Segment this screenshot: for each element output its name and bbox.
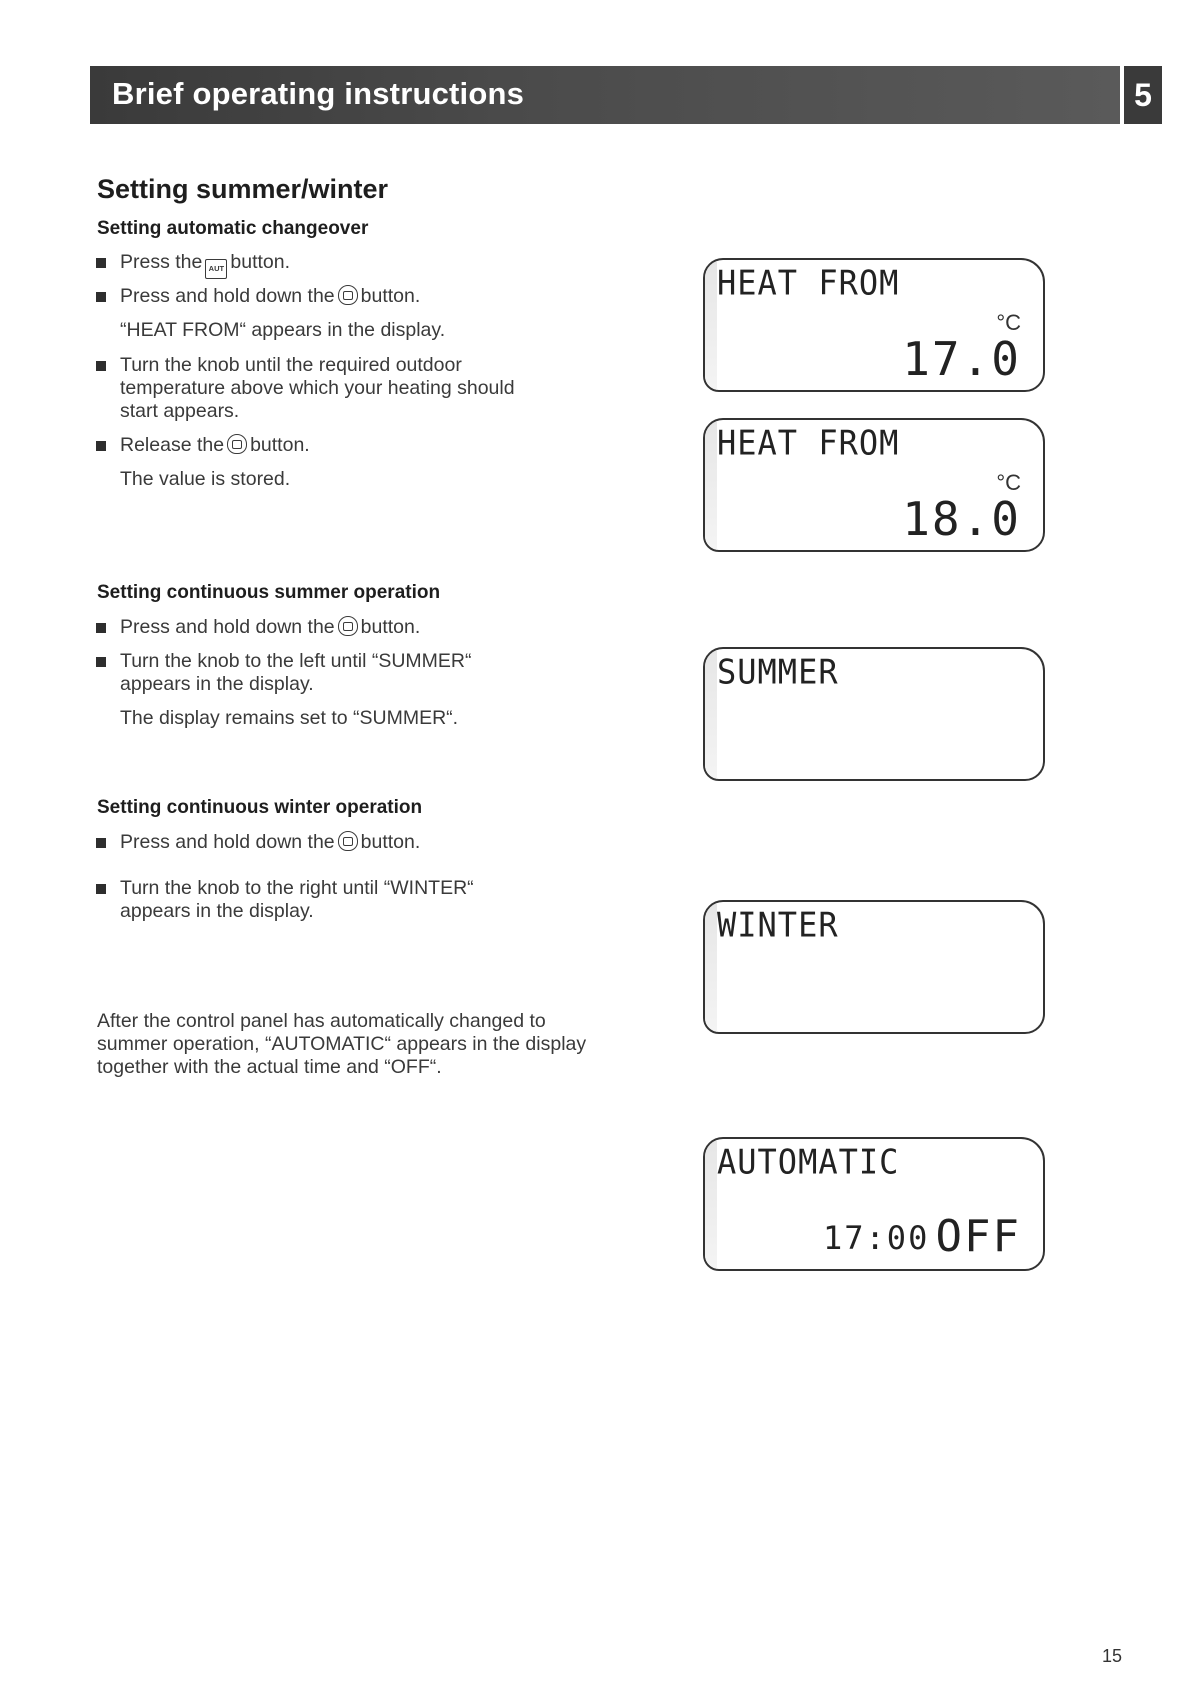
info-button-icon	[338, 831, 358, 851]
section-title: Setting summer/winter	[97, 174, 389, 204]
lcd-unit: °C	[996, 470, 1021, 495]
lcd-status: OFF	[935, 1211, 1021, 1262]
auto-step-2: Press and hold down the button.	[120, 285, 421, 307]
lcd-display-automatic	[703, 1137, 1045, 1271]
bullet-icon	[96, 292, 106, 302]
winter-step-1: Press and hold down the button.	[120, 831, 421, 853]
summer-step-2-line-1: Turn the knob to the left until “SUMMER“	[120, 650, 472, 672]
lcd-display-heat-from-18	[703, 418, 1045, 552]
winter-step-2-line-1: Turn the knob to the right until “WINTER“	[120, 877, 474, 899]
bullet-icon	[96, 258, 106, 268]
aut-button-icon: AUT	[205, 259, 227, 279]
summer-step-1: Press and hold down the button.	[120, 616, 421, 638]
auto-step-3-line-1: Turn the knob until the required outdoor	[120, 354, 462, 376]
bullet-icon	[96, 441, 106, 451]
lcd-label: HEAT FROM	[717, 423, 900, 463]
lcd-display-heat-from-17	[703, 258, 1045, 392]
bullet-icon	[96, 884, 106, 894]
lcd-value: 17.0	[902, 332, 1021, 386]
auto-step-2-note: “HEAT FROM“ appears in the display.	[120, 319, 446, 341]
auto-step-1: Press the AUT button.	[120, 251, 290, 279]
summer-note: The display remains set to “SUMMER“.	[120, 707, 459, 729]
page-number: 15	[1102, 1646, 1123, 1666]
winter-heading: Setting continuous winter operation	[97, 797, 423, 818]
lcd-label: WINTER	[717, 905, 839, 945]
automatic-heading: Setting automatic changeover	[97, 218, 369, 239]
bullet-icon	[96, 657, 106, 667]
auto-step-4: Release the button.	[120, 434, 310, 456]
lcd-display-summer	[703, 647, 1045, 781]
lcd-display-winter	[703, 900, 1045, 1034]
chapter-number: 5	[1124, 66, 1162, 124]
info-button-icon	[338, 616, 358, 636]
summer-heading: Setting continuous summer operation	[97, 582, 441, 603]
bullet-icon	[96, 838, 106, 848]
info-button-icon	[338, 285, 358, 305]
summer-step-2-line-2: appears in the display.	[120, 673, 314, 695]
info-button-icon	[227, 434, 247, 454]
bullet-icon	[96, 361, 106, 371]
auto-step-4-note: The value is stored.	[120, 468, 291, 490]
lcd-value: 18.0	[902, 492, 1021, 546]
auto-step-3-line-2: temperature above which your heating should	[120, 377, 515, 399]
lcd-label: SUMMER	[717, 652, 839, 692]
lcd-unit: °C	[996, 310, 1021, 335]
lcd-time: 17:00	[823, 1219, 930, 1257]
page-title: Brief operating instructions	[112, 76, 525, 111]
lcd-label: HEAT FROM	[717, 263, 900, 303]
auto-step-3-line-3: start appears.	[120, 400, 240, 422]
winter-step-2-line-2: appears in the display.	[120, 900, 314, 922]
after-paragraph: After the control panel has automatically changed to summer operation, “AUTOMATIC“ appears in the display together with the actual time and “OFF“.	[97, 1010, 587, 1078]
bullet-icon	[96, 623, 106, 633]
lcd-label: AUTOMATIC	[717, 1142, 900, 1182]
